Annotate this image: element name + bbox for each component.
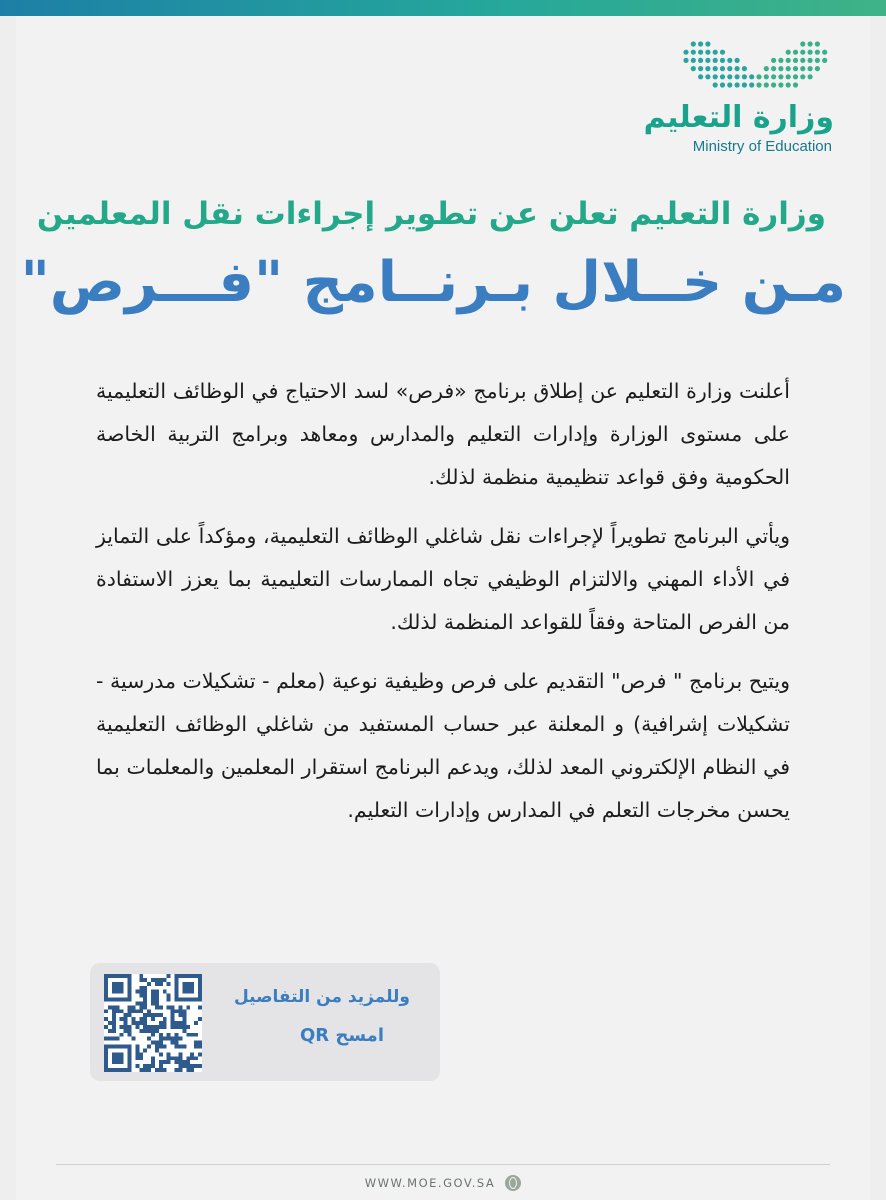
qr-code-icon[interactable]: [104, 974, 202, 1072]
moe-dots-icon: [682, 40, 832, 92]
logo-english-text: Ministry of Education: [692, 138, 832, 155]
headline-line-1: وزارة التعليم تعلن عن تطوير إجراءات نقل المعلمين: [36, 196, 826, 232]
footer: [0, 1172, 886, 1191]
website-link[interactable]: WWW.MOE.GOV.SA: [364, 1176, 496, 1190]
qr-details-label: وللمزيد من التفاصيل: [233, 987, 410, 1007]
globe-icon: [505, 1175, 521, 1191]
footer-divider: [56, 1164, 830, 1165]
article-body: [96, 370, 790, 848]
logo-arabic-text: وزارة التعليم: [643, 100, 834, 135]
qr-scan-label: امسح QR: [299, 1025, 384, 1046]
qr-panel: [90, 963, 440, 1081]
headline-line-2: مـن خــلال بـرنــامج "فـــرص": [20, 250, 846, 315]
paragraph: ويأتي البرنامج تطويراً لإجراءات نقل شاغلي الوظائف التعليمية، ومؤكداً على التمايز في الأداء المهني والالتزام الوظيفي تجاه الممارسات التعليمية بما يعزز الاستفادة من الفرص المتاحة وفقاً للقواعد المنظمة لذلك.: [96, 524, 790, 634]
paragraph: أعلنت وزارة التعليم عن إطلاق برنامج «فرص» لسد الاحتياج في الوظائف التعليمية على مستوى الوزارة وإدارات التعليم والمدارس ومعاهد وبرامج التربية الخاصة الحكومية وفق قواعد تنظيمية منظمة لذلك.: [96, 379, 790, 489]
top-gradient-bar: [0, 0, 886, 16]
paragraph: ويتيح برنامج " فرص" التقديم على فرص وظيفية نوعية (معلم - تشكيلات مدرسية - تشكيلات إشرافية) و المعلنة عبر حساب المستفيد من شاغلي الوظائف التعليمية في النظام الإلكتروني المعد لذلك، ويدعم البرنامج استقرار المعلمين والمعلمات بما يحسن مخرجات التعلم في المدارس وإدارات التعليم.: [96, 669, 790, 822]
ministry-logo: [643, 40, 838, 160]
